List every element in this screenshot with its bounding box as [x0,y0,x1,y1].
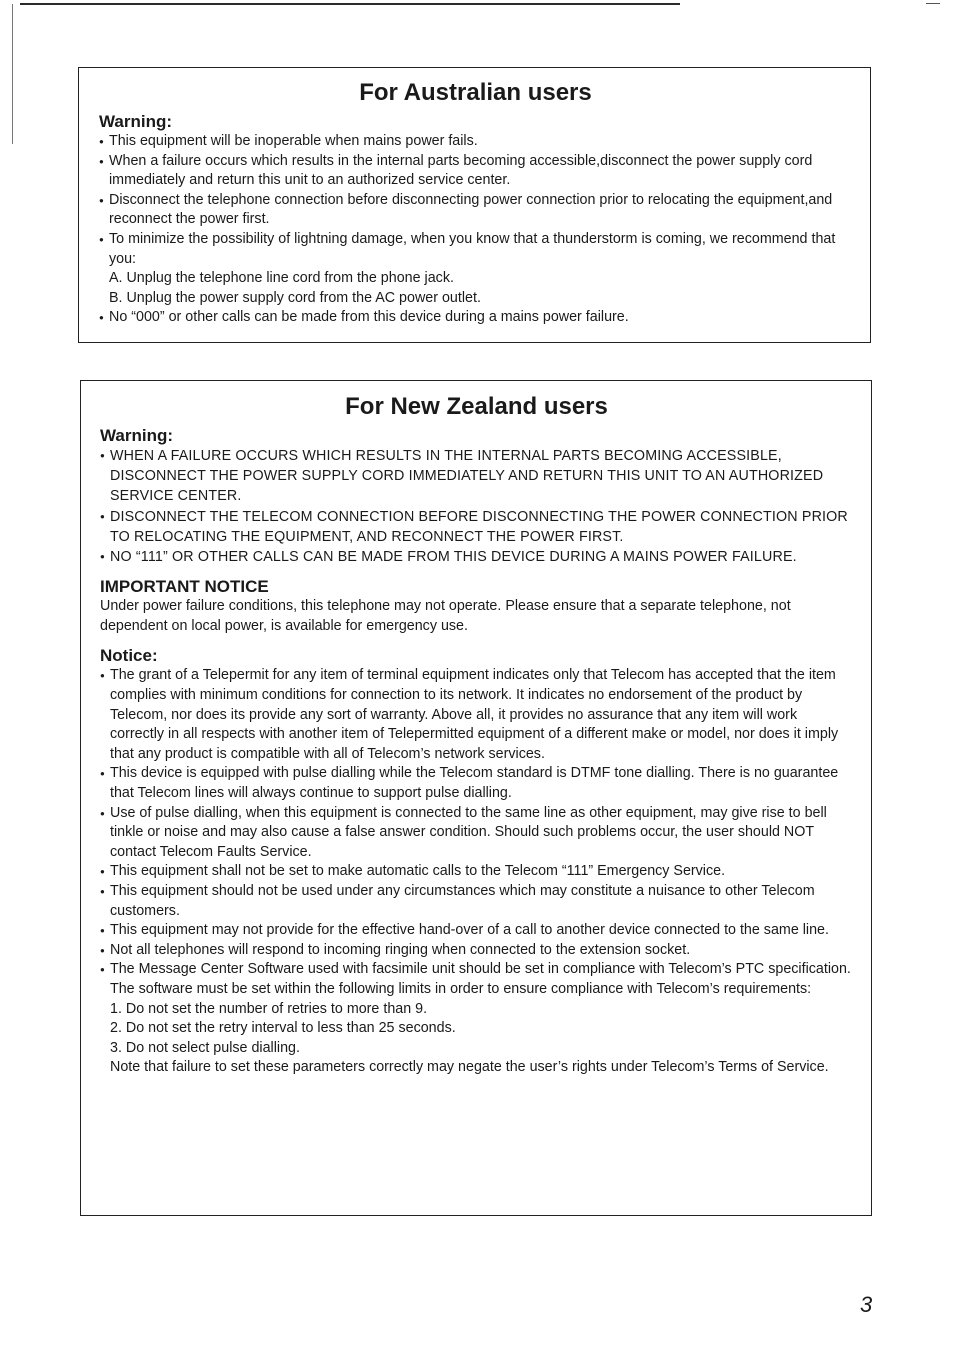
notice-bullet: ● The grant of a Telepermit for any item of terminal equipment indicates only that Telecom has accepted that the item complies with minimum conditions for connection to its network. It indicates no endorsement of the product by Telecom, nor does its provide any sort of warranty. Above all, it provides no assurance that any item will work correctly in all respects with another item of Telepermitted equipment of a different make or model, nor does it imply that any product is compatible with all of Telecom’s network services. [100,666,853,764]
software-limit-item: 1. Do not set the number of retries to more than 9. [110,1000,428,1017]
au-warning-bullet: ● When a failure occurs which results in the internal parts becoming accessible,disconnect the power supply cord immediately and return this unit to an authorized service center. [99,152,852,191]
important-notice-text: Under power failure conditions, this telephone may not operate. Please ensure that a separate telephone, not dependent on local power, is available for emergency use. [100,598,791,634]
page-number: 3 [860,1292,873,1317]
au-warning-bullet: ● This equipment will be inoperable when mains power fails. [99,132,852,152]
new-zealand-users-title: For New Zealand users [345,393,608,420]
notice-bullet: ● The Message Center Software used with facsimile unit should be set in compliance with Telecom’s PTC specification. [100,960,853,980]
scan-edge-mark [926,3,940,4]
au-warning-bullet: ● To minimize the possibility of lightning damage, when you know that a thunderstorm is coming, we recommend that you: [99,230,852,269]
notice-bullet: ● This device is equipped with pulse dialling while the Telecom standard is DTMF tone dialling. There is no guarantee that Telecom lines will always continue to support pulse dialling. [100,764,853,803]
nz-warning-bullet: ● NO “111” OR OTHER CALLS CAN BE MADE FROM THIS DEVICE DURING A MAINS POWER FAILURE. [100,547,853,567]
nz-warning-heading: Warning: [100,426,174,445]
notice-heading: Notice: [100,646,158,666]
scan-edge-left [12,4,13,144]
au-sub-item: A. Unplug the telephone line cord from the phone jack. [109,270,454,287]
notice-bullet: ● Not all telephones will respond to incoming ringing when connected to the extension socket. [100,941,853,961]
software-limit-item: 2. Do not set the retry interval to less than 25 seconds. [110,1020,456,1037]
australian-users-title: For Australian users [359,79,592,106]
scan-edge-top [20,3,680,5]
australian-users-box [78,67,871,343]
au-warning-bullet: ● Disconnect the telephone connection before disconnecting power connection prior to relocating the equipment,and reconnect the power first. [99,191,852,230]
notice-bullet: ● This equipment should not be used under any circumstances which may constitute a nuisance to other Telecom customers. [100,882,853,921]
au-sub-item: B. Unplug the power supply cord from the AC power outlet. [109,289,481,306]
nz-warning-bullet: ● DISCONNECT THE TELECOM CONNECTION BEFORE DISCONNECTING THE POWER CONNECTION PRIOR TO RELOCATING THE EQUIPMENT, AND RECONNECT THE POWER FIRST. [100,507,853,547]
software-limit-item: 3. Do not select pulse dialling. [110,1039,300,1056]
important-notice-heading: IMPORTANT NOTICE [100,577,269,597]
au-warning-bullet: ● No “000” or other calls can be made from this device during a mains power failure. [99,308,852,328]
notice-bullet: ● This equipment shall not be set to make automatic calls to the Telecom “111” Emergency Service. [100,862,853,882]
notice-bullet: ● Use of pulse dialling, when this equipment is connected to the same line as other equipment, may give rise to bell tinkle or noise and may also cause a false answer condition. Should such problems occur, the user should NOT contact Telecom Faults Service. [100,804,853,863]
new-zealand-users-box [80,380,872,1216]
notice-bullet: ● This equipment may not provide for the effective hand-over of a call to another device connected to the same line. [100,921,853,941]
au-warning-heading: Warning: [99,112,173,131]
terms-of-service-note: Note that failure to set these parameters correctly may negate the user’s rights under Telecom’s Terms of Service. [110,1059,829,1076]
software-limits-text: The software must be set within the following limits in order to ensure compliance with Telecom’s requirements: [110,980,812,997]
nz-warning-bullet: ● WHEN A FAILURE OCCURS WHICH RESULTS IN THE INTERNAL PARTS BECOMING ACCESSIBLE, DISCONNECT THE POWER SUPPLY CORD IMMEDIATELY AND RETURN THIS UNIT TO AN AUTHORIZED SERVICE CENTER. [100,446,853,507]
